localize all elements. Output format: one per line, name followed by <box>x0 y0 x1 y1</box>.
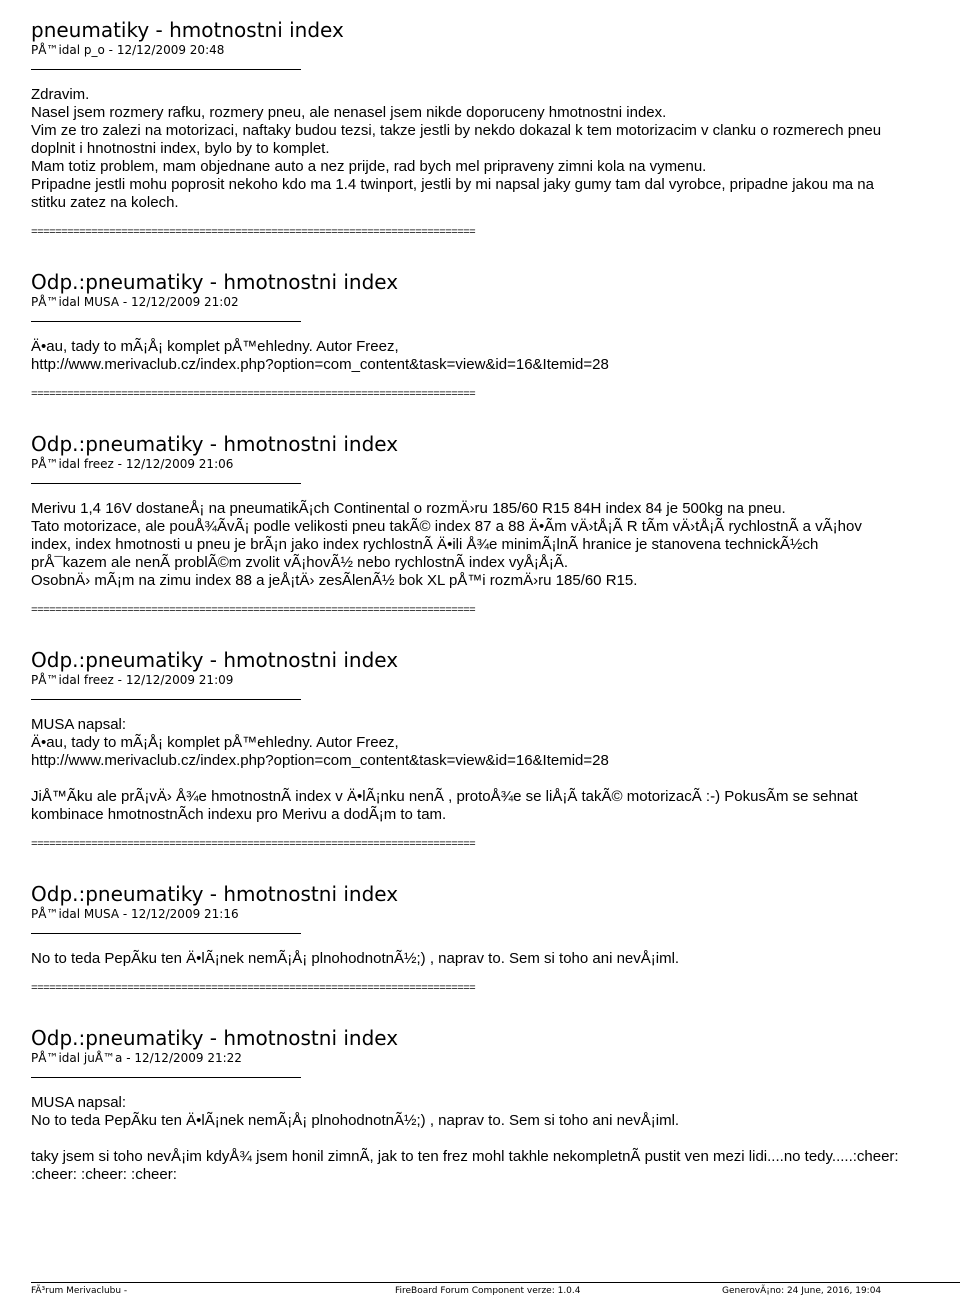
post-reply <box>31 432 960 618</box>
post-line: prÅ¯kazem ale nenÃ problÃ©m zvolit vÃ¡hovÃ½ nebo rychlostnÃ index vyÅ¡Å¡Ã. <box>31 554 569 571</box>
post-title: pneumatiky - hmotnostni index <box>31 18 344 42</box>
post-title: Odp.:pneumatiky - hmotnostni index <box>31 1026 399 1050</box>
title-underline <box>31 933 301 934</box>
post-separator: ========================================================================== <box>31 227 476 239</box>
post-line: Nasel jsem rozmery rafku, rozmery pneu, ale nenasel jsem nikde doporuceny hmotnostni index. <box>31 104 667 121</box>
post-separator: ========================================================================== <box>31 389 476 401</box>
post-meta: PÅ™idal freez - 12/12/2009 21:09 <box>31 673 234 687</box>
post-line: taky jsem si toho nevÅ¡im kdyÅ¾ jsem honil zimnÃ, jak to ten frez mohl takhle nekompletnÃ pustit ven mezi lidi....no tedy.....:cheer: :cheer: :cheer: :cheer: <box>31 1148 899 1183</box>
post-reply <box>31 270 960 402</box>
post-meta: PÅ™idal MUSA - 12/12/2009 21:02 <box>31 295 239 309</box>
post-line: kombinace hmotnostnÃch indexu pro Merivu a dodÃ¡m to tam. <box>31 806 447 823</box>
post-body <box>31 338 960 374</box>
post-original <box>31 18 960 240</box>
post-meta: PÅ™idal p_o - 12/12/2009 20:48 <box>31 43 225 57</box>
post-line: No to teda PepÃku ten Ä•lÃ¡nek nemÃ¡Å¡ plnohodnotnÃ½;) , naprav to. Sem si toho ani nevÅ¡iml. <box>31 1112 680 1129</box>
post-separator: ========================================================================== <box>31 839 476 851</box>
post-line: Ä•au, tady to mÃ¡Å¡ komplet pÅ™ehledny. Autor Freez, <box>31 338 399 355</box>
post-line: JiÅ™Ãku ale prÃ¡vÄ› Å¾e hmotnostnÃ index v Ä•lÃ¡nku nenÃ , protoÅ¾e se liÅ¡Ã takÃ© motorizacÃ :-) PokusÃm se sehnat <box>31 788 858 805</box>
post-separator: ========================================================================== <box>31 983 476 995</box>
post-meta: PÅ™idal MUSA - 12/12/2009 21:16 <box>31 907 239 921</box>
post-body <box>31 500 960 590</box>
footer-site: FÃ³rum Merivaclubu - <box>31 1286 128 1296</box>
post-reply <box>31 1026 960 1184</box>
footer-generated: GenerovÃ¡no: 24 June, 2016, 19:04 <box>722 1286 882 1296</box>
title-underline <box>31 483 301 484</box>
title-underline <box>31 321 301 322</box>
title-underline <box>31 699 301 700</box>
quote-author: MUSA napsal: <box>31 716 127 733</box>
post-meta: PÅ™idal freez - 12/12/2009 21:06 <box>31 457 234 471</box>
post-body <box>31 1148 901 1184</box>
post-title: Odp.:pneumatiky - hmotnostni index <box>31 432 399 456</box>
post-line: index, index hmotnosti u pneu je brÃ¡n jako index rychlostnÃ Ä•ili Å¾e minimÃ¡lnÃ hranice je stanovena technickÃ½ch <box>31 536 819 553</box>
post-line: Merivu 1,4 16V dostaneÅ¡ na pneumatikÃ¡ch Continental o rozmÄ›ru 185/60 R15 84H index 84 je 500kg na pneu. <box>31 500 786 517</box>
post-body <box>31 950 960 968</box>
title-underline <box>31 69 301 70</box>
post-title: Odp.:pneumatiky - hmotnostni index <box>31 882 399 906</box>
post-line: Pripadne jestli mohu poprosit nekoho kdo ma 1.4 twinport, jestli by mi napsal jaky gumy tam dal vyrobce, pripadne jakou ma na stitku zatez na kolech. <box>31 176 874 211</box>
post-line: Mam totiz problem, mam objednane auto a nez prijde, rad bych mel pripraveny zimni kola na vymenu. <box>31 158 707 175</box>
post-line: OsobnÄ› mÃ¡m na zimu index 88 a jeÅ¡tÄ› zesÃlenÃ½ bok XL pÅ™i rozmÄ›ru 185/60 R15. <box>31 572 638 589</box>
post-link[interactable]: http://www.merivaclub.cz/index.php?option=com_content&task=view&id=16&Itemid=28 <box>31 752 609 769</box>
post-meta: PÅ™idal juÅ™a - 12/12/2009 21:22 <box>31 1051 242 1065</box>
post-reply <box>31 882 960 996</box>
post-line: Vim ze tro zalezi na motorizaci, naftaky budou tezsi, takze jestli by nekdo dokazal k tem motorizacim v clanku o rozmerech pneu doplnit i hnotnostni index, bylo by to komplet. <box>31 122 882 157</box>
post-title: Odp.:pneumatiky - hmotnostni index <box>31 648 399 672</box>
footer-component: FireBoard Forum Component verze: 1.0.4 <box>395 1286 581 1296</box>
post-link[interactable]: http://www.merivaclub.cz/index.php?option=com_content&task=view&id=16&Itemid=28 <box>31 356 609 373</box>
post-quote <box>31 716 960 770</box>
post-line: No to teda PepÃku ten Ä•lÃ¡nek nemÃ¡Å¡ plnohodnotnÃ½;) , naprav to. Sem si toho ani nevÅ¡iml. <box>31 950 680 967</box>
post-body <box>31 788 960 824</box>
quote-author: MUSA napsal: <box>31 1094 127 1111</box>
post-reply <box>31 648 960 852</box>
post-body <box>31 86 911 212</box>
post-separator: ========================================================================== <box>31 605 476 617</box>
post-line: Zdravim. <box>31 86 90 103</box>
post-quote <box>31 1094 960 1130</box>
post-title: Odp.:pneumatiky - hmotnostni index <box>31 270 399 294</box>
title-underline <box>31 1077 301 1078</box>
post-line: Tato motorizace, ale pouÅ¾ÃvÃ¡ podle velikosti pneu takÃ© index 87 a 88 Ä•Ãm vÄ›tÅ¡Ã R tÃm vÄ›tÅ¡Ã rychlostnÃ a vÃ¡hov <box>31 518 862 535</box>
post-line: Ä•au, tady to mÃ¡Å¡ komplet pÅ™ehledny. Autor Freez, <box>31 734 399 751</box>
forum-thread <box>31 18 960 1184</box>
page-footer <box>31 1282 960 1298</box>
